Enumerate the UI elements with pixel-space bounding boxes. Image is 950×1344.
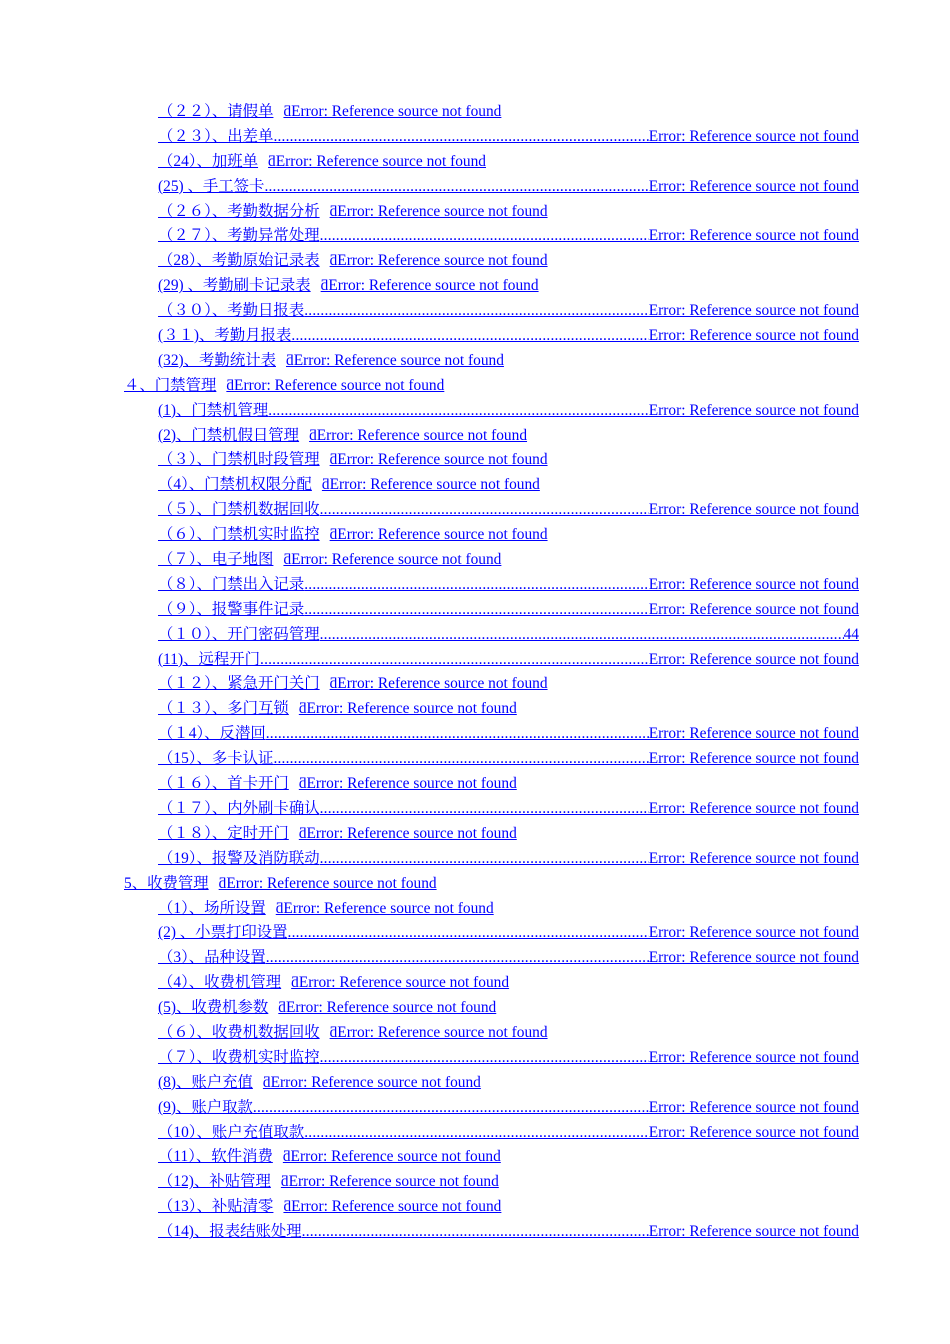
toc-entry[interactable] [158,125,859,150]
toc-entry-title[interactable]: （14)、报表结账处理 [158,1223,302,1241]
toc-entry-title[interactable]: (2) 、小票打印设置 [158,924,288,942]
dot-leader [304,573,649,598]
toc-entry-title[interactable]: （15）、多卡认证 [158,750,274,768]
toc-entry-title[interactable]: (2)、门禁机假日管理 [158,426,300,444]
toc-entry-title[interactable]: （５）、门禁机数据回收 [158,501,320,519]
toc-entry-title[interactable]: （１６）、首卡开门 [158,775,289,793]
dot-leader [266,946,649,971]
toc-entry[interactable] [158,946,859,971]
toc-entry[interactable] [158,1071,950,1096]
toc-entry-page-ref[interactable]: Error: Reference source not found [648,600,859,618]
toc-entry-page-ref[interactable]: Error: Reference source not found [648,401,859,419]
toc-entry-title[interactable]: (5)、收费机参数 [158,999,269,1017]
toc-entry-title[interactable]: (11)、远程开门 [158,650,261,668]
toc-entry-title[interactable]: （19）、报警及消防联动 [158,849,320,867]
toc-entry-title[interactable]: （１３）、多门互锁 [158,700,289,718]
toc-entry-title[interactable]: （９）、报警事件记录 [158,600,305,618]
toc-entry-page-ref[interactable]: Error: Reference source not found [648,501,859,519]
toc-entry[interactable] [158,473,950,498]
toc-entry[interactable] [158,921,859,946]
toc-entry-page-ref[interactable]: Error: Reference source not found [648,302,859,320]
toc-entry[interactable] [158,623,859,648]
toc-entry-title[interactable]: (29) 、考勤刷卡记录表 [158,277,311,295]
toc-entry-title[interactable]: （２７）、考勤异常处理 [158,227,320,245]
toc-entry[interactable] [158,175,859,200]
dot-leader [253,1096,649,1121]
toc-entry[interactable] [158,448,950,473]
toc-entry[interactable] [158,523,950,548]
toc-entry-page-ref[interactable]: Error: Reference source not found [648,650,859,668]
toc-entry-page-ref[interactable]: Error: Reference source not found [648,127,859,145]
toc-entry[interactable] [158,772,950,797]
toc-entry-page-ref[interactable]: ƌError: Reference source not found [320,277,539,295]
toc-entry-page-ref[interactable]: Error: Reference source not found [648,949,859,967]
toc-entry[interactable] [158,1195,950,1220]
toc-entry-page-ref[interactable]: Error: Reference source not found [648,1048,859,1066]
dot-leader [304,598,649,623]
toc-entry-page-ref[interactable]: ƌError: Reference source not found [329,526,548,544]
toc-entry[interactable] [158,150,950,175]
toc-entry[interactable] [158,598,859,623]
toc-entry-page-ref[interactable]: ƌError: Reference source not found [268,152,486,170]
toc-entry-page-ref[interactable]: Error: Reference source not found [648,177,859,195]
toc-entry-title[interactable]: （７）、电子地图 [158,551,274,569]
dot-leader [260,648,649,673]
dot-leader [273,125,648,150]
toc-entry-title[interactable]: （11）、软件消费 [158,1148,273,1166]
toc-entry[interactable] [158,1121,859,1146]
dot-leader [291,324,648,349]
toc-entry-title[interactable]: （６）、门禁机实时监控 [158,526,320,544]
toc-entry-title[interactable]: （13）、补贴清零 [158,1198,274,1216]
toc-entry-page-ref[interactable]: ƌError: Reference source not found [283,551,502,569]
dot-leader [302,1220,649,1245]
toc-entry-title[interactable]: (8)、账户充值 [158,1073,253,1091]
toc-entry-title[interactable]: （3）、品种设置 [158,949,266,967]
toc-entry-page-ref[interactable]: ƌError: Reference source not found [280,1173,499,1191]
toc-entry[interactable] [158,424,950,449]
toc-entry-page-ref[interactable]: ƌError: Reference source not found [329,1023,548,1041]
toc-entry-page-ref[interactable]: ƌError: Reference source not found [283,103,502,120]
dot-leader [304,299,649,324]
toc-entry[interactable] [158,324,859,349]
toc-entry-title[interactable]: （１７）、内外刷卡确认 [158,799,320,817]
toc-entry[interactable] [158,224,859,249]
toc-entry-title[interactable]: (３１)、考勤月报表 [158,327,292,345]
toc-entry[interactable] [158,1021,950,1046]
dot-leader [288,921,649,946]
toc-entry-page-ref[interactable]: Error: Reference source not found [648,1223,859,1241]
toc-entry-page-ref[interactable]: Error: Reference source not found [648,799,859,817]
toc-entry-page-ref[interactable]: ƌError: Reference source not found [329,675,548,693]
dot-leader [320,224,649,249]
toc-entry-title[interactable]: （２６）、考勤数据分析 [158,202,320,220]
toc-entry-title[interactable]: （１4）、反潜回 [158,725,266,743]
toc-entry-page-ref[interactable]: ƌError: Reference source not found [298,775,517,793]
table-of-contents [0,100,950,1245]
toc-entry[interactable] [158,1220,859,1245]
toc-entry[interactable] [158,1046,859,1071]
toc-entry-page-ref[interactable]: Error: Reference source not found [648,924,859,942]
toc-entry[interactable] [158,822,950,847]
toc-entry-page-ref[interactable]: Error: Reference source not found [648,1123,859,1141]
toc-entry-title[interactable]: （1）、场所设置 [158,899,266,917]
toc-entry-title[interactable]: 5、收费管理 [124,874,209,892]
dot-leader [320,498,649,523]
toc-entry-title[interactable]: （28）、考勤原始记录表 [158,252,320,270]
toc-entry-title[interactable]: ４、门禁管理 [124,376,217,394]
toc-entry-page-ref[interactable]: ƌError: Reference source not found [278,999,497,1017]
toc-entry-page-ref[interactable]: ƌError: Reference source not found [321,476,540,494]
toc-entry-page-ref[interactable]: ƌError: Reference source not found [329,451,548,469]
toc-entry-title[interactable]: （10）、账户充值取款 [158,1123,305,1141]
toc-entry-title[interactable]: （２３）、出差单 [158,127,274,145]
toc-entry[interactable] [158,299,859,324]
toc-entry-page-ref[interactable]: Error: Reference source not found [648,1098,859,1116]
toc-entry[interactable] [158,498,859,523]
toc-entry-page-ref[interactable]: Error: Reference source not found [648,227,859,245]
toc-entry-title[interactable]: （６）、收费机数据回收 [158,1023,320,1041]
dot-leader [304,1121,649,1146]
toc-entry-title[interactable]: (25) 、手工签卡 [158,177,265,195]
dot-leader [268,399,648,424]
toc-entry-title[interactable]: (9)、账户取款 [158,1098,253,1116]
toc-entry-page-ref[interactable]: Error: Reference source not found [648,750,859,768]
toc-entry-page-ref[interactable]: Error: Reference source not found [648,327,859,345]
toc-entry-title[interactable]: （１２）、紧急开门关门 [158,675,320,693]
toc-entry-page-ref[interactable]: ƌError: Reference source not found [286,351,504,369]
toc-entry-page-ref[interactable]: ƌError: Reference source not found [283,1198,502,1216]
toc-entry-page-ref[interactable]: ƌError: Reference source not found [282,1148,501,1166]
toc-entry-title[interactable]: （３０）、考勤日报表 [158,302,305,320]
toc-entry[interactable] [158,1096,859,1121]
toc-entry-page-ref[interactable]: Error: Reference source not found [648,575,859,593]
toc-entry[interactable] [158,399,859,424]
dot-leader [320,623,844,648]
toc-entry-page-ref[interactable]: ƌError: Reference source not found [329,252,548,270]
dot-leader [264,175,648,200]
dot-leader [273,747,648,772]
toc-entry[interactable] [158,672,950,697]
toc-entry-page-ref[interactable]: ƌError: Reference source not found [275,899,494,917]
toc-entry[interactable] [158,697,950,722]
toc-entry-title[interactable]: （３）、门禁机时段管理 [158,451,320,469]
toc-entry-page-ref[interactable]: ƌError: Reference source not found [309,426,528,444]
toc-entry[interactable] [158,971,950,996]
toc-entry[interactable] [158,548,950,573]
toc-entry-page-ref[interactable]: ƌError: Reference source not found [298,824,517,842]
toc-entry[interactable] [124,872,950,897]
toc-entry-title[interactable]: （4）、收费机管理 [158,974,282,992]
toc-entry[interactable] [158,249,950,274]
dot-leader [266,722,649,747]
toc-entry-title[interactable]: （２２）、请假单 [158,103,274,120]
toc-entry-title[interactable]: （12)、补贴管理 [158,1173,271,1191]
toc-entry[interactable] [124,374,950,399]
toc-entry[interactable] [158,274,950,299]
toc-entry[interactable] [158,722,859,747]
toc-entry[interactable] [158,648,859,673]
toc-entry-title[interactable]: （８）、门禁出入记录 [158,575,305,593]
toc-entry[interactable] [158,847,859,872]
toc-entry-page-ref[interactable]: 44 [843,625,859,643]
toc-entry[interactable] [158,200,950,225]
toc-entry[interactable] [158,1170,950,1195]
toc-entry-title[interactable]: （７）、收费机实时监控 [158,1048,320,1066]
toc-entry[interactable] [158,349,950,374]
toc-entry-page-ref[interactable]: ƌError: Reference source not found [291,974,510,992]
toc-entry-title[interactable]: （１０）、开门密码管理 [158,625,320,643]
toc-entry-title[interactable]: （24）、加班单 [158,152,259,170]
toc-entry-page-ref[interactable]: Error: Reference source not found [648,725,859,743]
toc-entry-page-ref[interactable]: ƌError: Reference source not found [226,376,445,394]
toc-entry-title[interactable]: （4）、门禁机权限分配 [158,476,312,494]
toc-entry[interactable] [158,573,859,598]
toc-entry-title[interactable]: (1)、门禁机管理 [158,401,269,419]
toc-entry[interactable] [158,1145,950,1170]
toc-entry-title[interactable]: （１８）、定时开门 [158,824,289,842]
toc-entry-page-ref[interactable]: ƌError: Reference source not found [298,700,517,718]
toc-entry[interactable] [158,897,950,922]
toc-entry-title[interactable]: (32)、考勤统计表 [158,351,276,369]
toc-entry[interactable] [158,747,859,772]
toc-entry-page-ref[interactable]: ƌError: Reference source not found [262,1073,481,1091]
dot-leader [320,1046,649,1071]
dot-leader [320,847,649,872]
toc-entry[interactable] [158,996,950,1021]
toc-entry[interactable] [158,100,950,125]
dot-leader [320,797,649,822]
toc-entry-page-ref[interactable]: ƌError: Reference source not found [329,202,548,220]
toc-entry-page-ref[interactable]: ƌError: Reference source not found [218,874,437,892]
toc-entry-page-ref[interactable]: Error: Reference source not found [648,849,859,867]
toc-entry[interactable] [158,797,859,822]
